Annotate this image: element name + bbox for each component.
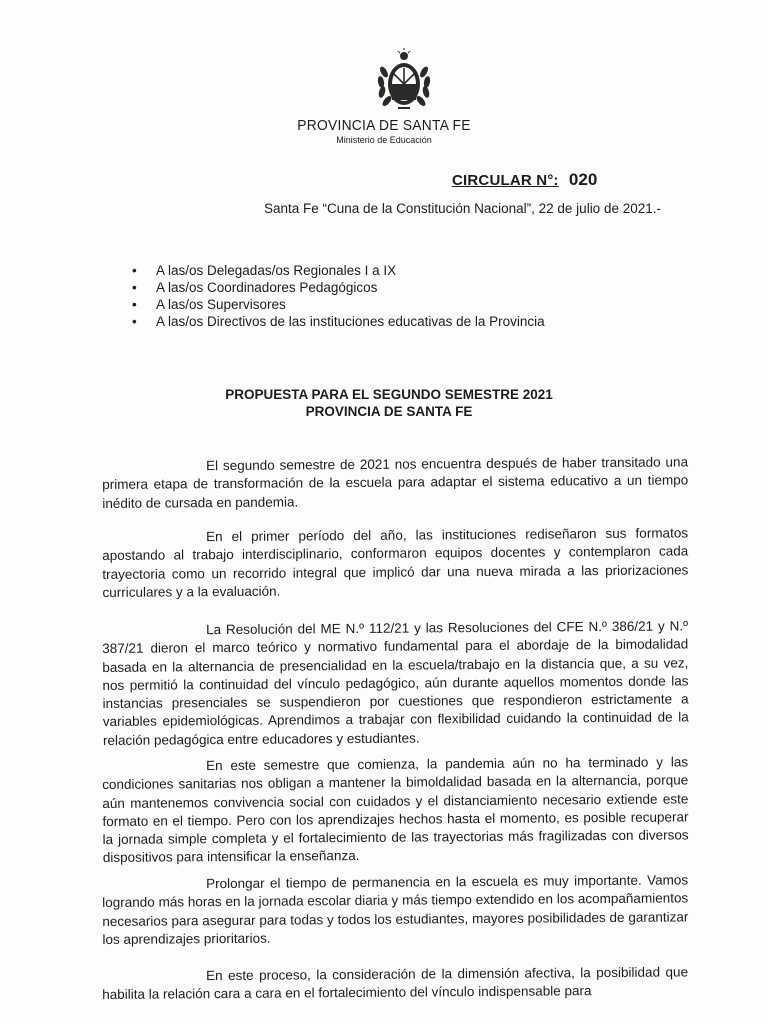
- bullet-icon: •: [132, 263, 137, 278]
- section-heading-line2: PROVINCIA DE SANTA FE: [305, 404, 473, 419]
- list-item: • A las/os Supervisores: [132, 297, 286, 312]
- ministry-subtitle: Ministerio de Educación: [336, 135, 432, 145]
- circular-label: CIRCULAR N°:: [452, 172, 559, 189]
- circular-value: 020: [568, 170, 598, 189]
- circular-number: [452, 170, 597, 190]
- list-item: • A las/os Coordinadores Pedagógicos: [132, 280, 378, 295]
- bullet-icon: •: [132, 297, 137, 312]
- list-item: • A las/os Delegadas/os Regionales I a IX: [132, 263, 397, 278]
- dateline: Santa Fe “Cuna de la Constitución Nacional”, 22 de julio de 2021.-: [264, 201, 661, 216]
- section-heading-line1: PROPUESTA PARA EL SEGUNDO SEMESTRE 2021: [225, 387, 553, 402]
- paragraph: Prolongar el tiempo de permanencia en la escuela es muy importante. Vamos logrando más horas en la jornada escolar diaria y más tiempo extendido en los acompañamientos necesarios para asegurar para todas y todos los estudiantes, mayores posibilidades de garantizar los aprendizajes prioritarios.: [102, 872, 689, 947]
- list-item: • A las/os Directivos de las instituciones educativas de la Provincia: [132, 314, 545, 329]
- paragraph: En el primer período del año, las instituciones rediseñaron sus formatos apostando al trabajo interdisciplinario, conformaron equipos docentes y contemplaron cada trayectoria como un recorrido integral que implicó dar una nueva mirada a las priorizaciones curriculares y a la evaluación.: [102, 525, 689, 600]
- province-title: PROVINCIA DE SANTA FE: [297, 117, 471, 134]
- recipients-list: [130, 262, 545, 330]
- paragraph: La Resolución del ME N.º 112/21 y las Resoluciones del CFE N.º 386/21 y N.º 387/21 dieron el marco teórico y normativo fundamental para el abordaje de la bimodalidad basada en la alternancia de presencialidad en la escuela/trabajo en la distancia que, a su vez, nos permitió la continuidad del vínculo pedagógico, aún durante aquellos momentos donde las instancias presenciales se suspendieron por cuestiones que respondieron estrictamente a variables epidemiológicas. Aprendimos a trabajar con flexibilidad cuidando la continuidad de la relación pedagógica entre educadores y estudiantes.: [102, 618, 689, 748]
- paragraph: El segundo semestre de 2021 nos encuentra después de haber transitado una primera etapa de transformación de la escuela para adaptar el sistema educativo a un tiempo inédito de cursada en pandemia.: [102, 454, 689, 511]
- paragraph: En este semestre que comienza, la pandemia aún no ha terminado y las condiciones sanitarias nos obligan a mantener la bimoldalidad basada en la alternancia, porque aún mantenemos convivencia social con cuidados y el distanciamiento necesario extiende este formato en el tiempo. Pero con los aprendizajes hechos hasta el momento, es posible recuperar la jornada simple completa y el fortalecimiento de las trayectorias más fragilizadas con diversos dispositivos para intensificar la enseñanza.: [102, 754, 689, 866]
- paragraph: En este proceso, la consideración de la dimensión afectiva, la posibilidad que habilita la relación cara a cara en el fortalecimiento del vínculo indispensable para: [102, 964, 689, 1003]
- bullet-icon: •: [132, 280, 137, 295]
- provincial-coat-of-arms-icon: [374, 48, 434, 114]
- bullet-icon: •: [132, 314, 137, 329]
